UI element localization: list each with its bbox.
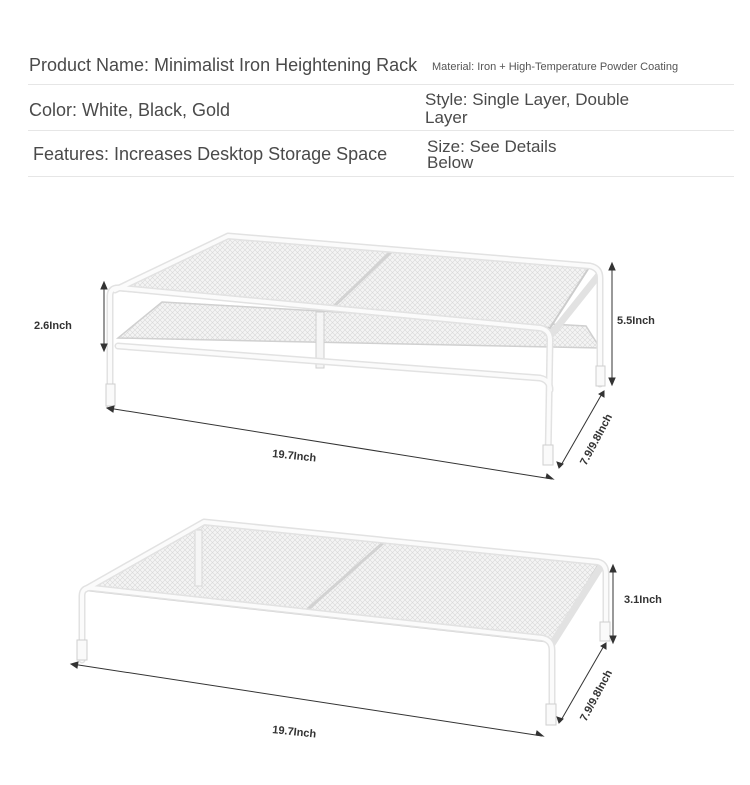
product-name-label: Product Name: Minimalist Iron Heightening Rack	[29, 55, 418, 75]
color-label: Color: White, Black, Gold	[29, 100, 231, 120]
single-layer-rack	[77, 522, 610, 725]
rack-foot	[543, 445, 553, 465]
double-length-label: 19.7Inch	[271, 448, 317, 465]
rack-foot	[546, 704, 556, 725]
single-height-label: 3.1Inch	[624, 594, 662, 606]
rack-foot	[596, 366, 605, 386]
double-depth-label: 7.9/9.8Inch	[578, 412, 616, 468]
features-label: Features: Increases Desktop Storage Space	[33, 144, 388, 164]
double-total-height-label: 5.5Inch	[617, 315, 655, 327]
single-length-label: 19.7Inch	[271, 724, 317, 741]
style-label: Style: Single Layer, Double Layer	[425, 90, 630, 127]
double-lower-height-label: 2.6Inch	[34, 320, 72, 332]
double-layer-rack	[106, 236, 605, 465]
single-shelf-mesh	[84, 522, 600, 642]
rack-foot	[77, 640, 87, 660]
material-label: Material: Iron + High-Temperature Powder Coating	[432, 61, 679, 73]
rack-foot	[600, 622, 610, 641]
rack-foot	[106, 384, 115, 406]
size-label: Size: See Details Below	[427, 137, 557, 172]
single-depth-label: 7.9/9.8Inch	[578, 668, 616, 724]
